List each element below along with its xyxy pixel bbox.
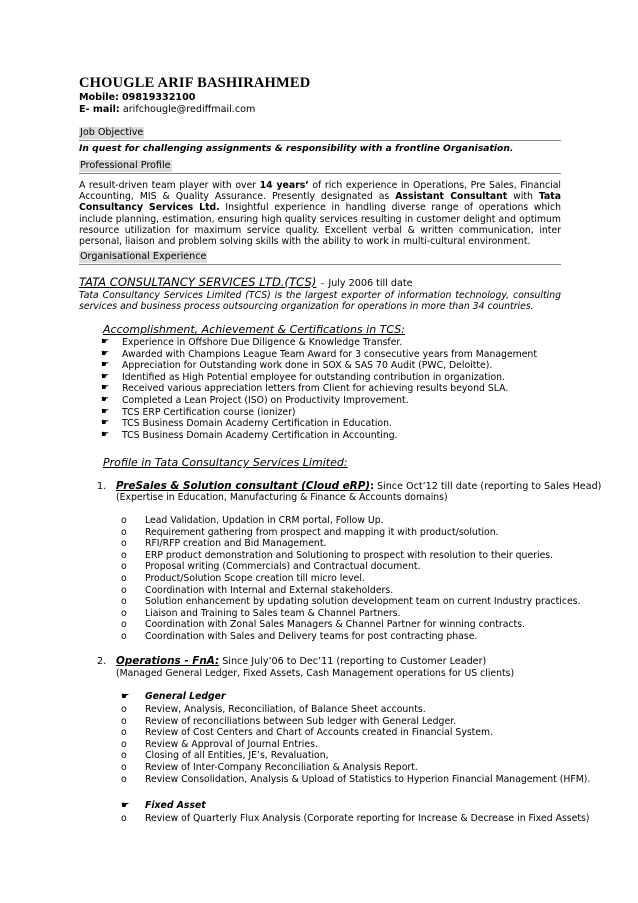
mobile-label: Mobile: [79,92,119,103]
section-divider [79,140,561,141]
role-2-number: 2. [97,656,107,667]
job-objective-heading [79,127,561,139]
professional-profile-label: Professional Profile [80,160,171,171]
pointing-hand-icon: ☛ [101,337,110,347]
role-1-colon: : [370,481,374,492]
duty-item-text: Coordination with Sales and Delivery teams for post contracting phase. [145,630,478,642]
circle-bullet-icon: o [121,761,127,773]
duty-item-text: RFI/RFP creation and Bid Management. [145,538,327,550]
circle-bullet-icon: o [121,619,127,631]
email-value: arifchougle@rediffmail.com [122,104,256,115]
role-1-title: PreSales & Solution consultant (Cloud eRP) [116,480,371,492]
duty-item-text: Review & Approval of Journal Entries. [145,738,318,750]
pointing-hand-icon: ☛ [101,371,110,382]
circle-bullet-icon: o [121,813,127,824]
profile-company: Tata Consultancy Services Ltd. [79,191,561,214]
duty-item-text: Coordination with Internal and External stakeholders. [145,584,394,596]
pointing-hand-icon: ☛ [101,418,110,429]
circle-bullet-icon: o [121,607,127,619]
general-ledger-label: General Ledger [145,691,226,702]
accomplishments-heading: Accomplishment, Achievement & Certifications in TCS: [103,323,405,336]
experience-heading [79,251,561,263]
duty-item-text: Review of reconciliations between Sub ledger with General Ledger. [145,715,457,727]
email-line [79,104,255,116]
duty-item-text: ERP product demonstration and Solutioning to prospect with resolution to their queries. [145,549,554,561]
circle-bullet-icon: o [121,727,127,739]
role-1-period: Since Oct’12 till date (reporting to Sales Head) [373,481,602,492]
profile-years: 14 years’ [259,180,309,191]
duty-item-text: Review, Analysis, Reconciliation, of Balance Sheet accounts. [145,704,426,715]
circle-bullet-icon: o [121,773,127,785]
role-2-expertise: (Managed General Ledger, Fixed Assets, Cash Management operations for US clients) [116,668,515,679]
duty-item-text: Requirement gathering from prospect and mapping it with product/solution. [145,526,499,538]
accomplishment-item-text: Awarded with Champions League Team Award for 3 consecutive years from Management [122,348,537,360]
circle-bullet-icon: o [121,738,127,750]
duty-item-text: Lead Validation, Updation in CRM portal, Follow Up. [145,515,384,526]
accomplishment-item-text: TCS Business Domain Academy Certification in Education. [122,418,392,430]
duty-item-text: Coordination with Zonal Sales Managers & Channel Partner for winning contracts. [145,619,526,631]
pointing-hand-icon: ☛ [101,394,110,405]
professional-profile-heading [79,160,561,172]
circle-bullet-icon: o [121,584,127,596]
company-description: Tata Consultancy Services Limited (TCS) is the largest exporter of information technology, consulting services and business process outsourcing organization for operations in more than 34 countries. [79,290,561,313]
company-name: TATA CONSULTANCY SERVICES LTD.(TCS) [79,275,317,289]
role-1-number: 1. [97,481,107,492]
profile-text-1: A result-driven team player with over [79,180,260,191]
duty-item-text: Review of Inter-Company Reconciliation & Analysis Report. [145,761,418,773]
tcs-profile-heading: Profile in Tata Consultancy Services Limited: [103,456,348,469]
duty-item-text: Review of Cost Centers and Chart of Accounts created in Financial System. [145,727,494,739]
duty-item-text: Product/Solution Scope creation till micro level. [145,572,365,584]
pointing-hand-icon: ☛ [121,691,130,702]
circle-bullet-icon: o [121,572,127,584]
accomplishment-item-text: Completed a Lean Project (ISO) on Productivity Improvement. [122,394,409,406]
circle-bullet-icon: o [121,750,127,762]
duty-item-text: Review Consolidation, Analysis & Upload of Statistics to Hyperion Financial Management (HFM). [145,773,591,785]
duty-item-text: Review of Quarterly Flux Analysis (Corporate reporting for Increase & Decrease in Fixed Assets) [145,813,590,824]
duty-item-text: Closing of all Entities, JE’s, Revaluation, [145,750,329,762]
accomplishment-item-text: Experience in Offshore Due Diligence & Knowledge Transfer. [122,337,403,348]
pointing-hand-icon: ☛ [101,383,110,394]
circle-bullet-icon: o [121,704,127,715]
circle-bullet-icon: o [121,549,127,561]
circle-bullet-icon: o [121,526,127,538]
circle-bullet-icon: o [121,561,127,573]
circle-bullet-icon: o [121,596,127,608]
accomplishment-item-text: Appreciation for Outstanding work done in SOX & SAS 70 Audit (PWC, Deloitte). [122,360,493,372]
role-1-expertise: (Expertise in Education, Manufacturing & Finance & Accounts domains) [116,492,448,503]
experience-label: Organisational Experience [80,251,207,262]
accomplishment-item-text: TCS Business Domain Academy Certification in Accounting. [122,429,398,441]
role-2-heading [97,655,486,668]
accomplishment-item-text: Identified as High Potential employee for outstanding contribution in organization. [122,371,506,383]
circle-bullet-icon: o [121,538,127,550]
section-divider [79,264,561,265]
accomplishment-item-text: TCS ERP Certification course (ionizer) [122,406,296,418]
company-heading [79,275,413,291]
circle-bullet-icon: o [121,715,127,727]
fixed-asset-label: Fixed Asset [145,800,206,811]
company-since: July 2006 till date [328,278,413,289]
mobile-line [79,92,195,104]
duty-item-text: Liaison and Training to Sales team & Channel Partners. [145,607,401,619]
email-label: E- mail: [79,104,120,115]
role-2-period: Since July’06 to Dec’11 (reporting to Customer Leader) [219,656,487,667]
duty-item-text: Proposal writing (Commercials) and Contractual document. [145,561,421,573]
professional-profile-text [79,180,561,247]
general-ledger-heading [121,691,226,703]
job-objective-text: In quest for challenging assignments & responsibility with a frontline Organisation. [79,143,514,154]
dash: – [320,279,325,288]
profile-text-2: of rich experience in Operations, Pre Sales, Financial Accounting, MIS & Quality Assurance. Presently designated as [79,180,562,203]
profile-text-4: Insightful experience in handling diverse range of operations which include planning, estimation, ensuring high quality services resulting in customer delight and optimum resource utilization for maximum service quality. Excellent verbal & written communication, inter personal, liaison and problem solving skills with the ability to work in multi-cultural environment. [79,202,561,248]
fixed-asset-heading [121,800,206,812]
pointing-hand-icon: ☛ [121,800,130,811]
candidate-name: CHOUGLE ARIF BASHIRAHMED [79,75,311,91]
pointing-hand-icon: ☛ [101,429,110,440]
section-divider [79,173,561,174]
duty-item-text: Solution enhancement by updating solution development team on current Industry practices. [145,596,581,608]
circle-bullet-icon: o [121,630,127,642]
pointing-hand-icon: ☛ [101,406,110,417]
job-objective-label: Job Objective [80,127,144,138]
role-2-title: Operations - FnA: [116,655,220,667]
pointing-hand-icon: ☛ [101,348,110,359]
profile-text-3: with [507,191,539,203]
profile-designation: Assistant Consultant [395,191,508,203]
pointing-hand-icon: ☛ [101,360,110,371]
accomplishment-item-text: Received various appreciation letters from Client for achieving results beyond SLA. [122,383,509,395]
mobile-value: 09819332100 [122,92,196,103]
circle-bullet-icon: o [121,515,127,526]
